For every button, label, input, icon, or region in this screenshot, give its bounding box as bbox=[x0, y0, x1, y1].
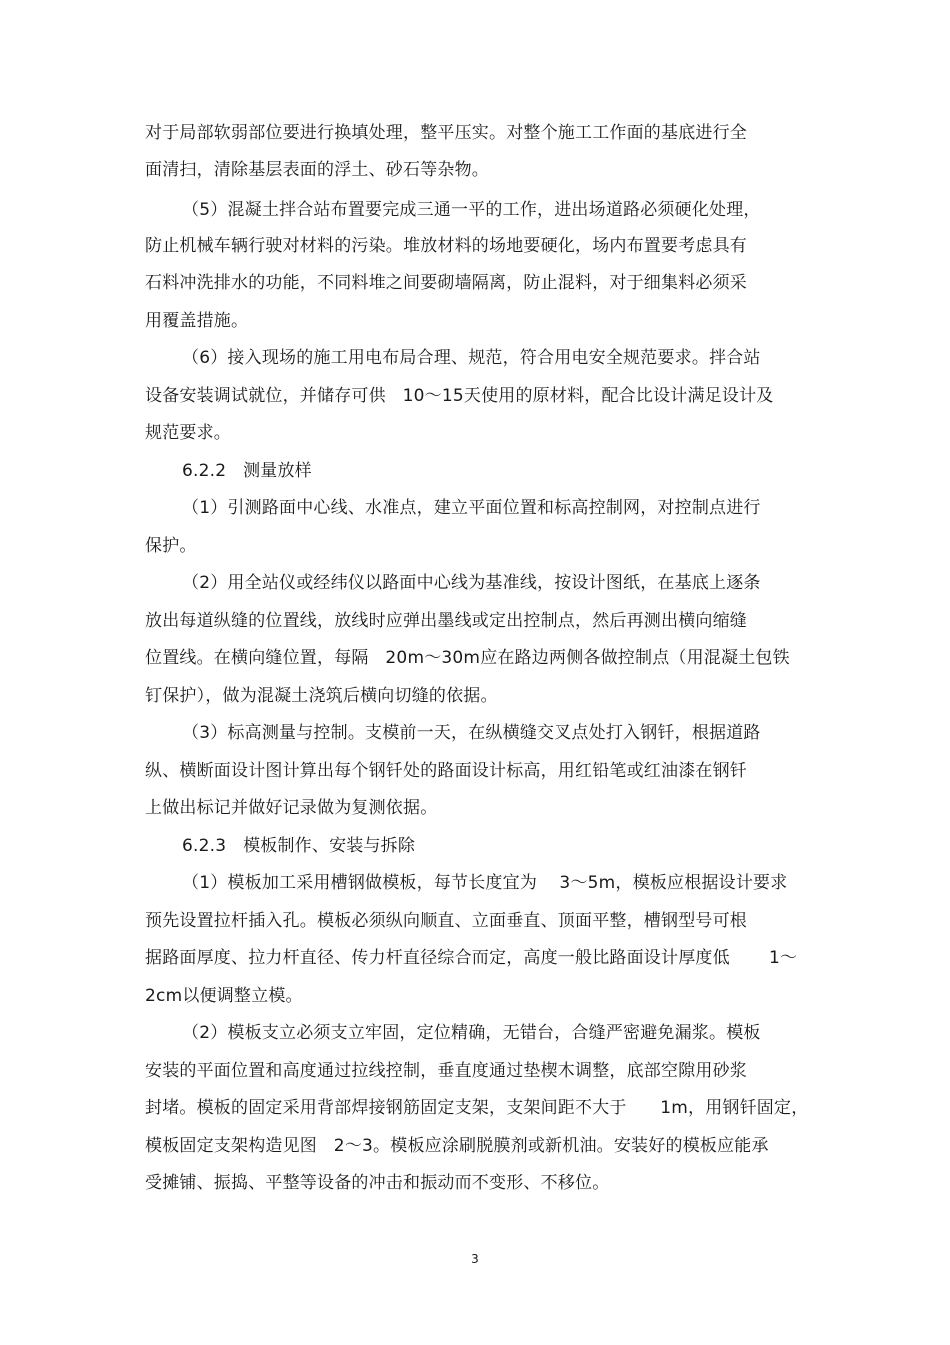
paragraph-start-6: （6）接入现场的施工用电布局合理、规范，符合用电安全规范要求。拌合站 bbox=[182, 348, 761, 368]
text-line: 据路面厚度、拉力杆直径、传力杆直径综合而定，高度一般比路面设计厚度低 1～ bbox=[145, 948, 798, 968]
section-heading-6-2-2: 6.2.2 测量放样 bbox=[182, 461, 312, 481]
text-line: 受摊铺、振捣、平整等设备的冲击和振动而不变形、不移位。 bbox=[145, 1173, 610, 1193]
text-line: 对于局部软弱部位要进行换填处理，整平压实。对整个施工工作面的基底进行全 bbox=[145, 123, 747, 143]
text-line: 设备安装调试就位，并储存可供 10～15天使用的原材料，配合比设计满足设计及 bbox=[145, 386, 774, 406]
text-line: 用覆盖措施。 bbox=[145, 311, 249, 331]
text-line: 安装的平面位置和高度通过拉线控制，垂直度通过垫楔木调整，底部空隙用砂浆 bbox=[145, 1061, 747, 1081]
page-number: 3 bbox=[471, 1252, 479, 1266]
text-line: 2cm以便调整立模。 bbox=[145, 986, 303, 1006]
paragraph-start-1b: （1）模板加工采用槽钢做模板，每节长度宜为 3～5m，模板应根据设计要求 bbox=[182, 873, 788, 893]
text-line: 保护。 bbox=[145, 536, 197, 556]
paragraph-start-2b: （2）模板支立必须支立牢固，定位精确，无错台，合缝严密避免漏浆。模板 bbox=[182, 1023, 761, 1043]
text-line: 上做出标记并做好记录做为复测依据。 bbox=[145, 798, 438, 818]
text-line: 钉保护），做为混凝土浇筑后横向切缝的依据。 bbox=[145, 686, 498, 706]
paragraph-start-5: （5）混凝土拌合站布置要完成三通一平的工作，进出场道路必须硬化处理， bbox=[182, 200, 761, 220]
paragraph-start-1: （1）引测路面中心线、水准点，建立平面位置和标高控制网，对控制点进行 bbox=[182, 498, 761, 518]
section-heading-6-2-3: 6.2.3 模板制作、安装与拆除 bbox=[182, 836, 416, 856]
text-line: 放出每道纵缝的位置线，放线时应弹出墨线或定出控制点，然后再测出横向缩缝 bbox=[145, 611, 747, 631]
text-line: 面清扫，清除基层表面的浮土、砂石等杂物。 bbox=[145, 160, 489, 180]
text-line: 防止机械车辆行驶对材料的污染。堆放材料的场地要硬化，场内布置要考虑具有 bbox=[145, 236, 747, 256]
text-line: 石料冲洗排水的功能，不同料堆之间要砌墙隔离，防止混料，对于细集料必须采 bbox=[145, 273, 747, 293]
paragraph-start-2: （2）用全站仪或经纬仪以路面中心线为基准线，按设计图纸，在基底上逐条 bbox=[182, 573, 761, 593]
text-line: 封堵。模板的固定采用背部焊接钢筋固定支架，支架间距不大于 1m，用钢钎固定， bbox=[145, 1098, 809, 1118]
text-line: 预先设置拉杆插入孔。模板必须纵向顺直、立面垂直、顶面平整，槽钢型号可根 bbox=[145, 911, 747, 931]
text-line: 规范要求。 bbox=[145, 423, 231, 443]
text-line: 纵、横断面设计图计算出每个钢钎处的路面设计标高，用红铅笔或红油漆在钢钎 bbox=[145, 761, 747, 781]
text-line: 模板固定支架构造见图 2～3。模板应涂刷脱膜剂或新机油。安装好的模板应能承 bbox=[145, 1136, 769, 1156]
text-line: 位置线。在横向缝位置，每隔 20m～30m应在路边两侧各做控制点（用混凝土包铁 bbox=[145, 648, 790, 668]
paragraph-start-3: （3）标高测量与控制。支模前一天，在纵横缝交叉点处打入钢钎，根据道路 bbox=[182, 723, 761, 743]
